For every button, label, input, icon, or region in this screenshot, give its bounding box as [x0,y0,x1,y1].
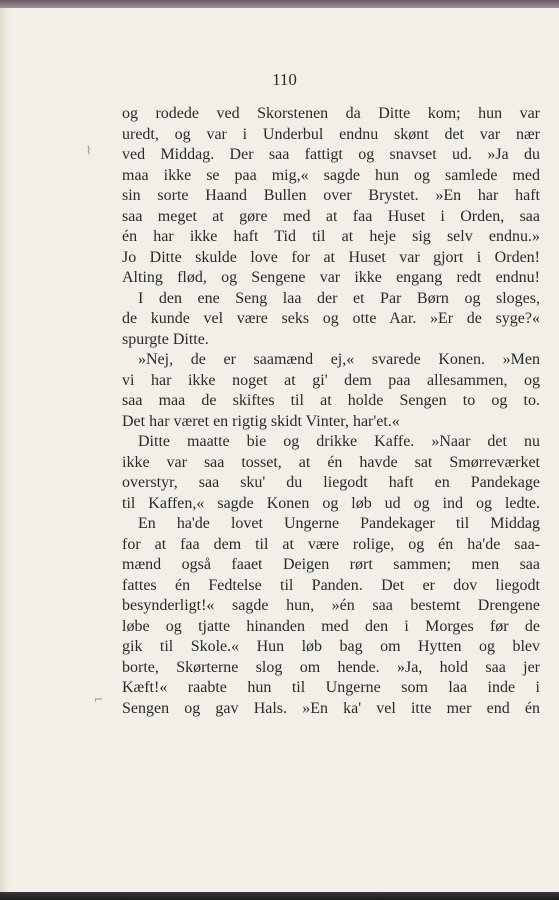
page-bottom-edge [0,892,559,900]
text-line: mænd også faaet Deigen rørt sammen; men saa [122,556,540,573]
text-line: vi har ikke noget at gi' dem paa allesammen, og [122,371,540,389]
text-line: til Kaffen,« sagde Konen og løb ud og ind og ledte. [122,494,540,512]
text-line: besynderligt!« sagde hun, »én saa bestemt Drengene [122,597,540,614]
text-line: overstyr, saa sku' du liegodt haft en Pandekage [122,474,540,491]
margin-mark-icon: ⌇ [86,144,92,157]
text-line: »Nej, de er saamænd ej,« svarede Konen. »Men [138,351,540,368]
text-line: de kunde vel være seks og otte Aar. »Er de syge?« [122,310,540,327]
page-gutter [0,8,10,892]
book-page [10,8,559,892]
text-line: Ditte maatte bie og drikke Kaffe. »Naar det nu [138,433,540,450]
text-line: ikke var saa tosset, at én havde sat Smørreværket [122,453,540,471]
text-line: saa meget at gøre med at faa Huset i Orden, saa [122,207,540,225]
text-line: Alting flød, og Sengene var ikke engang redt endnu! [122,269,540,286]
text-line: maa ikke se paa mig,« sagde hun og samlede med [122,166,540,184]
text-line: og rodede ved Skorstenen da Ditte kom; hun var [122,105,540,122]
text-line: fattes én Fedtelse til Panden. Det er dov liegodt [122,576,540,594]
text-line: for at faa dem til at være rolige, og én ha'de saa- [122,535,540,553]
text-line: gik til Skole.« Hun løb bag om Hytten og blev [122,638,540,655]
text-line: sin sorte Haand Bullen over Brystet. »En har haft [122,187,540,204]
text-line: Kæft!« raabte hun til Ungerne som laa inde i [122,679,540,696]
text-line: spurgte Ditte. [122,330,209,348]
text-line: løbe og tjatte hinanden med den i Morges før de [122,617,540,635]
text-line: én har ikke haft Tid til at heje sig selv endnu.» [122,228,540,245]
body-text [122,104,540,719]
page-number: 110 [272,70,297,89]
text-line: I den ene Seng laa der et Par Børn og sloges, [138,289,540,307]
text-line: ved Middag. Der saa fattigt og snavset ud. »Ja du [122,146,540,163]
text-line: Jo Ditte skulde love for at Huset var gjort i Orden! [122,248,540,266]
text-line: En ha'de lovet Ungerne Pandekager til Middag [138,515,540,532]
margin-mark-icon: ⌐ [94,693,104,706]
text-line: borte, Skørterne slog om hende. »Ja, hold saa jer [122,658,540,676]
text-line: saa maa de skiftes til at holde Sengen to og to. [122,392,540,409]
text-line: Sengen og gav Hals. »En ka' vel itte mer end én [122,699,540,717]
page-top-edge [0,0,559,8]
text-line: Det har været en rigtig skidt Vinter, har'et.« [122,412,400,430]
text-line: uredt, og var i Underbul endnu skønt det var nær [122,125,540,143]
